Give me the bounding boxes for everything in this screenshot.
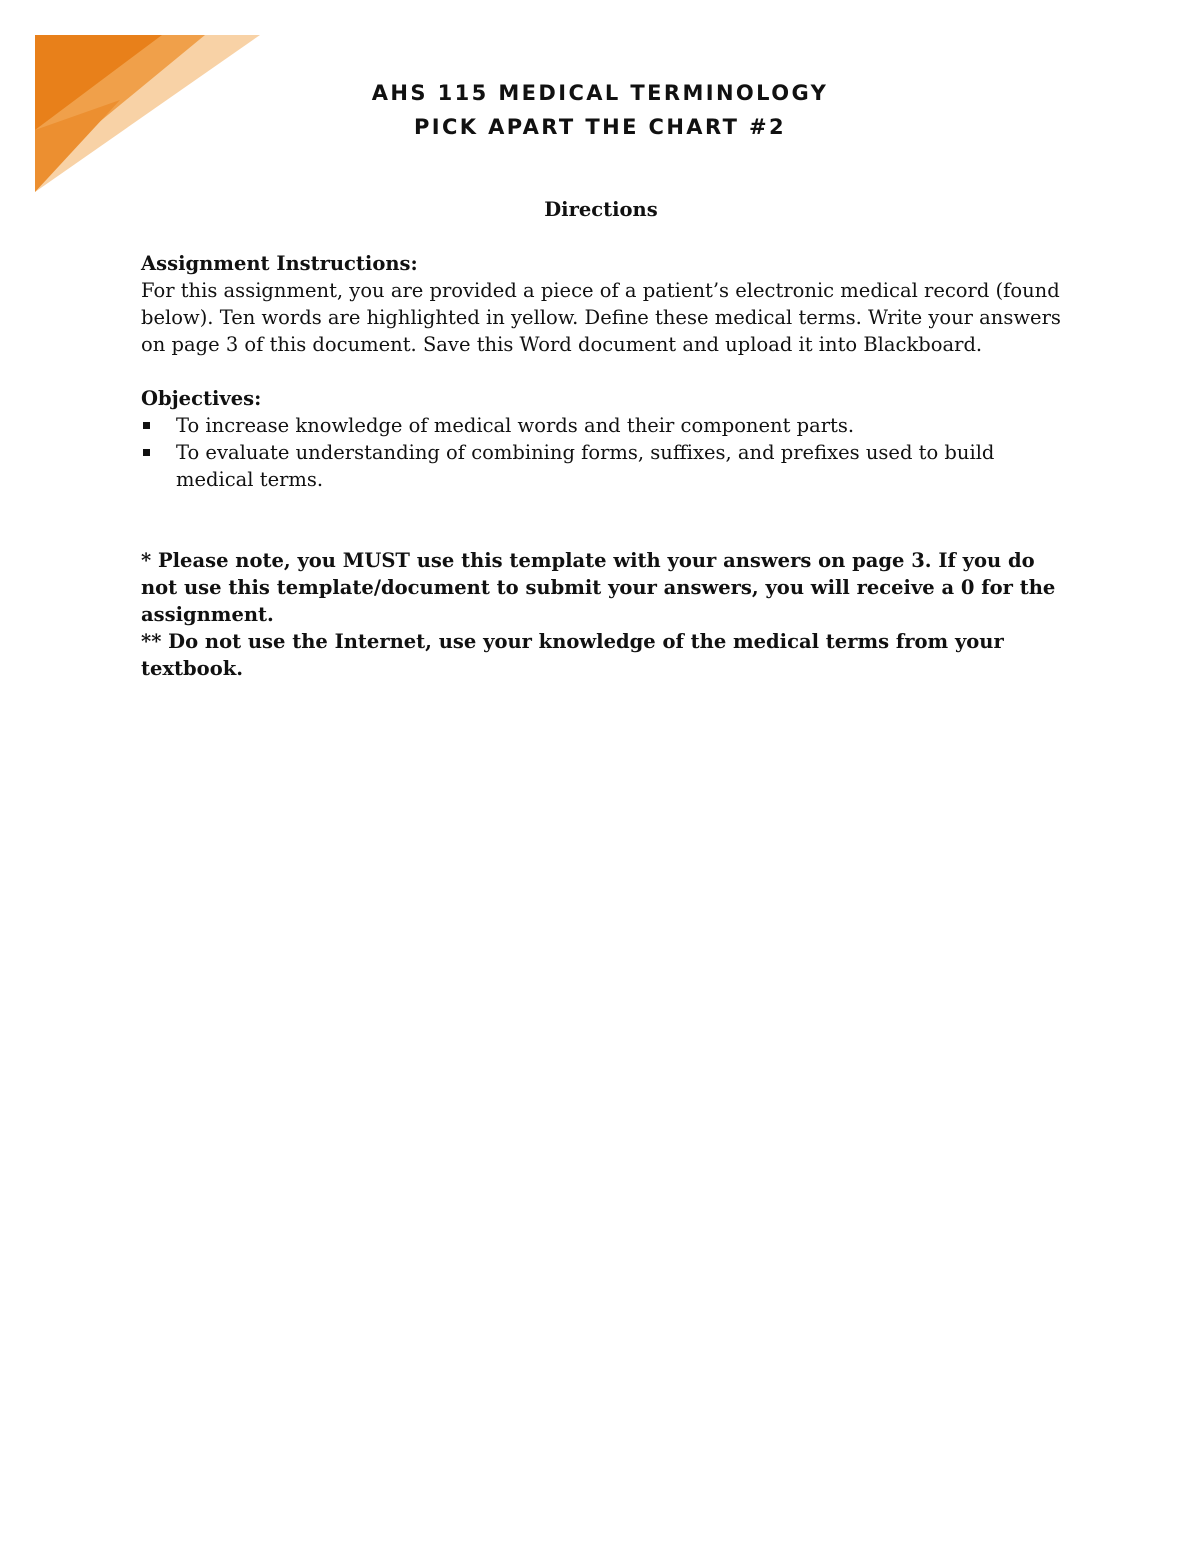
- document-body: [141, 196, 1061, 682]
- instructions-body: For this assignment, you are provided a piece of a patient’s electronic medical record (found below). Ten words are highlighted in yellow. Define these medical terms. Write your answers on page 3 of this document. Save this Word document and upload it into Blackboard.: [141, 279, 1061, 356]
- notes-section: [141, 547, 1061, 682]
- objectives-section: [141, 385, 1061, 493]
- course-title: AHS 115 MEDICAL TERMINOLOGY: [371, 81, 829, 105]
- internet-note: ** Do not use the Internet, use your knowledge of the medical terms from your textbook.: [141, 630, 1004, 680]
- instructions-heading: Assignment Instructions:: [141, 252, 418, 275]
- objectives-heading: Objectives:: [141, 387, 262, 410]
- objective-text: To increase knowledge of medical words and their component parts.: [176, 414, 855, 437]
- template-note: * Please note, you MUST use this template with your answers on page 3. If you do not use this template/document to submit your answers, you will receive a 0 for the assignment.: [141, 549, 1056, 626]
- list-item: [141, 439, 1061, 493]
- assignment-title: PICK APART THE CHART #2: [413, 115, 787, 139]
- square-bullet-icon: [143, 422, 150, 429]
- directions-heading-text: Directions: [544, 198, 658, 221]
- instructions-section: [141, 250, 1061, 358]
- square-bullet-icon: [143, 449, 150, 456]
- objectives-list: [141, 412, 1061, 493]
- directions-heading: [141, 196, 1061, 223]
- list-item: [141, 412, 1061, 439]
- document-title: [0, 76, 1200, 144]
- objective-text: To evaluate understanding of combining forms, suffixes, and prefixes used to build medical terms.: [176, 441, 995, 491]
